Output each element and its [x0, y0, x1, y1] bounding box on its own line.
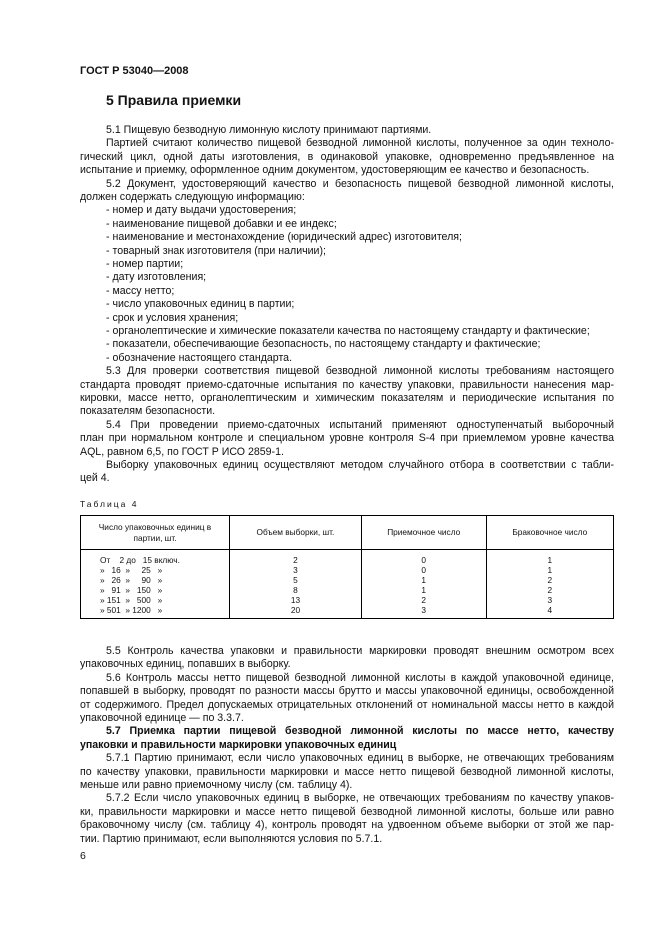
- paragraph: [80, 258, 614, 271]
- text-line: показателям безопасности.: [80, 405, 216, 418]
- col-header-sample-size: Объем выборки, шт.: [230, 516, 362, 550]
- text-line: план при нормальном контроле и специальном уровне контроля S-4 при приемлемом уровне качества: [80, 432, 614, 445]
- cell-lot-size: От 2 до 15 включ.: [100, 555, 180, 565]
- text-line: испытание и приемку, оформленное одним документом, удостоверяющим ее качество и безопасность.: [80, 164, 590, 177]
- paragraph: [80, 204, 614, 217]
- paragraph: [80, 312, 614, 325]
- cell-acceptance-number: 3: [361, 605, 486, 619]
- text-line: кировки, массе нетто, органолептическим и химическим показателям и периодические испытания по: [80, 392, 614, 405]
- text-line: 5.7 Приемка партии пищевой безводной лимонной кислоты по массе нетто, качеству: [106, 725, 614, 738]
- paragraph: [80, 218, 614, 231]
- text-line: - обозначение настоящего стандарта.: [106, 351, 293, 364]
- text-line: должен содержать следующую информацию:: [80, 190, 305, 203]
- paragraph: [80, 752, 614, 792]
- table-row: [81, 575, 614, 585]
- text-line: - номер партии;: [106, 258, 184, 271]
- paragraph: [80, 325, 614, 338]
- text-line: - срок и условия хранения;: [106, 311, 239, 324]
- text-line: - номер и дату выдачи удостоверения;: [106, 204, 297, 217]
- cell-rejection-number: 2: [486, 575, 613, 585]
- cell-sample-size: 20: [230, 605, 362, 619]
- paragraph: [80, 419, 614, 459]
- text-line: 5.7.2 Если число упаковочных единиц в выборке, не отвечающих требованиям по качеству упаков-: [106, 792, 614, 805]
- cell-rejection-number: 1: [486, 565, 613, 575]
- cell-rejection-number: 3: [486, 595, 613, 605]
- cell-lot-size: » 91 » 150 »: [100, 585, 163, 595]
- paragraph: [80, 352, 614, 365]
- cell-acceptance-number: 0: [361, 565, 486, 575]
- table-row: [81, 605, 614, 619]
- body-text-lower: [80, 645, 614, 846]
- document-id-header: ГОСТ Р 53040—2008: [80, 65, 189, 77]
- text-line: 5.5 Контроль качества упаковки и правильности маркировки проводят внешним осмотром всех: [106, 645, 614, 657]
- text-line: стандарта проводят приемо-сдаточные испытания по качеству упаковки, правильности нанесения мар-: [80, 378, 614, 391]
- text-line: - наименование пищевой добавки и ее индекс;: [106, 217, 337, 230]
- paragraph: [80, 645, 614, 672]
- paragraph: [80, 338, 614, 351]
- text-line: ки, правильности маркировки и массе нетто пищевой безводной лимонной кислоты, больше или равно: [80, 805, 614, 818]
- table-row: [81, 550, 614, 566]
- paragraph: [80, 285, 614, 298]
- text-line: меньше или равно приемочному числу (см. таблицу 4).: [80, 778, 353, 791]
- paragraph: [80, 298, 614, 311]
- sampling-table: [80, 515, 614, 619]
- text-line: браковочному числу (см. таблицу 4), контроль проводят на удвоенном объеме выборки от этой же пар-: [80, 819, 614, 832]
- text-line: Партией считают количество пищевой безводной лимонной кислоты, полученное за один техноло-: [106, 137, 614, 150]
- page-number: 6: [80, 850, 86, 862]
- text-line: упаковки и правильности маркировки упаковочных единиц: [80, 738, 397, 751]
- text-line: 5.3 Для проверки соответствия пищевой безводной лимонной кислоты требованиям настоящего: [106, 365, 614, 378]
- text-line: попавшей в выборку, проводят по разности массы брутто и массы упаковочной единицы, освобожденной: [80, 685, 614, 698]
- text-line: тии. Партию принимают, если выполняются условия по 5.7.1.: [80, 832, 383, 845]
- paragraph: [80, 178, 614, 205]
- cell-lot-size: » 16 » 25 »: [100, 565, 163, 575]
- cell-rejection-number: 2: [486, 585, 613, 595]
- text-line: - число упаковочных единиц в партии;: [106, 298, 295, 311]
- text-line: 5.7.1 Партию принимают, если число упаковочных единиц в выборке, не отвечающих требованиям: [106, 752, 614, 765]
- cell-lot-size: » 151 » 500 »: [100, 595, 163, 605]
- paragraph: [80, 245, 614, 258]
- col-header-acceptance-number: Приемочное число: [361, 516, 486, 550]
- paragraph: [80, 231, 614, 244]
- col-header-lot-size: Число упаковочных единиц в партии, шт.: [81, 516, 230, 550]
- table-row: [81, 585, 614, 595]
- text-line: цей 4.: [80, 472, 110, 485]
- cell-sample-size: 5: [230, 575, 362, 585]
- cell-acceptance-number: 1: [361, 575, 486, 585]
- text-line: - товарный знак изготовителя (при наличии);: [106, 244, 326, 257]
- cell-sample-size: 3: [230, 565, 362, 575]
- col-header-rejection-number: Браковочное число: [486, 516, 613, 550]
- cell-rejection-number: 4: [486, 605, 613, 619]
- text-line: гический цикл, одной даты изготовления, в одинаковой упаковке, одновременно предъявленное на: [80, 150, 614, 163]
- table-row: [81, 565, 614, 575]
- text-line: - массу нетто;: [106, 284, 175, 297]
- text-line: упаковочной единице — по 3.3.7.: [80, 711, 244, 724]
- body-text-upper: [80, 124, 614, 486]
- text-line: - органолептические и химические показатели качества по настоящему стандарту и фактические;: [106, 325, 590, 338]
- cell-sample-size: 8: [230, 585, 362, 595]
- table-caption: Таблица 4: [80, 499, 139, 509]
- paragraph: [80, 459, 614, 486]
- text-line: - показатели, обеспечивающие безопасность, по настоящему стандарту и фактические;: [106, 338, 541, 351]
- paragraph: [80, 672, 614, 726]
- paragraph: [80, 792, 614, 846]
- table-header-row: [81, 516, 614, 550]
- cell-sample-size: 2: [230, 550, 362, 566]
- text-line: 5.1 Пищевую безводную лимонную кислоту принимают партиями.: [106, 124, 432, 136]
- text-line: 5.2 Документ, удостоверяющий качество и безопасность пищевой безводной лимонной кислоты,: [106, 177, 614, 190]
- text-line: AQL, равном 6,5, по ГОСТ Р ИСО 2859-1.: [80, 445, 284, 458]
- cell-acceptance-number: 0: [361, 550, 486, 566]
- text-line: Выборку упаковочных единиц осуществляют методом случайного отбора в соответствии с табли-: [106, 459, 614, 472]
- paragraph: [80, 725, 614, 752]
- cell-sample-size: 13: [230, 595, 362, 605]
- text-line: по качеству упаковки, правильности маркировки и массе нетто пищевой безводной лимонной кислоты,: [80, 765, 614, 778]
- cell-lot-size: » 26 » 90 »: [100, 575, 163, 585]
- paragraph: [80, 271, 614, 284]
- text-line: от содержимого. Предел допускаемых отрицательных отклонений от номинальной массы нетто в каждой: [80, 698, 614, 711]
- cell-acceptance-number: 2: [361, 595, 486, 605]
- text-line: - наименование и местонахождение (юридический адрес) изготовителя;: [106, 231, 462, 244]
- cell-acceptance-number: 1: [361, 585, 486, 595]
- paragraph: [80, 137, 614, 177]
- paragraph: [80, 124, 614, 137]
- cell-lot-size: » 501 » 1200 »: [100, 605, 163, 615]
- cell-rejection-number: 1: [486, 550, 613, 566]
- text-line: - дату изготовления;: [106, 271, 207, 284]
- table-row: [81, 595, 614, 605]
- section-title: 5 Правила приемки: [106, 92, 242, 108]
- paragraph: [80, 365, 614, 419]
- text-line: упаковочных единиц, попавших в выборку.: [80, 658, 291, 671]
- text-line: 5.6 Контроль массы нетто пищевой безводной лимонной кислоты в каждой упаковочной единице,: [106, 671, 614, 684]
- text-line: 5.4 При проведении приемо-сдаточных испытаний применяют одноступенчатый выборочный: [106, 418, 614, 431]
